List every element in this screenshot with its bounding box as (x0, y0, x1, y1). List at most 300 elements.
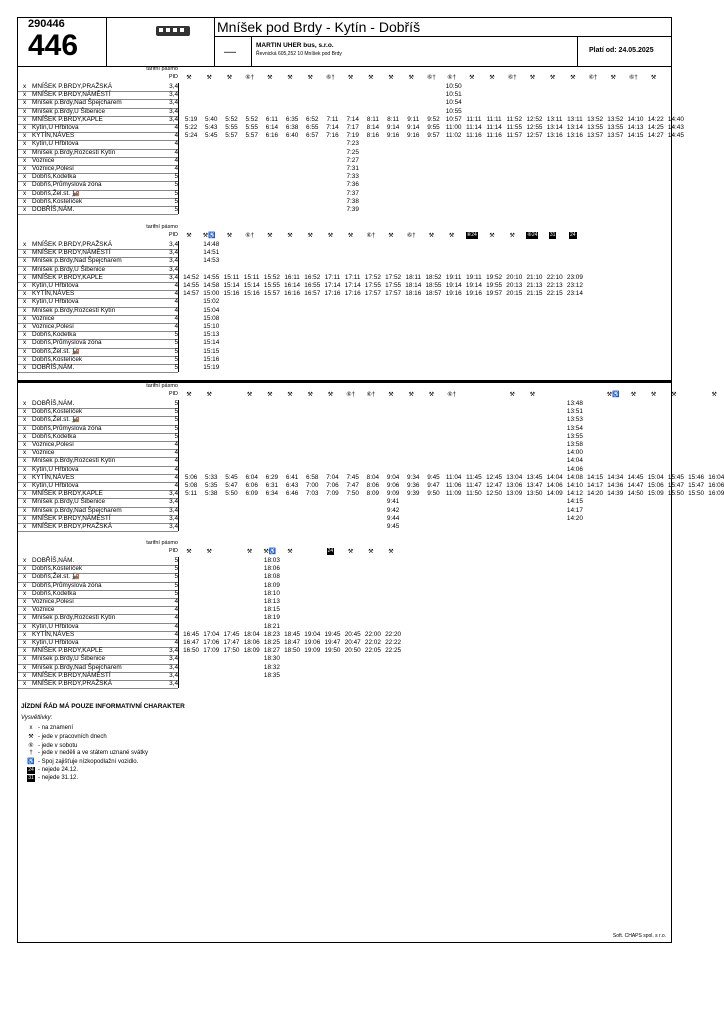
departure-time: 14:04 (566, 457, 583, 465)
zone-header: tarifní pásmo (146, 540, 178, 546)
departure-time: 17:14 (324, 282, 341, 289)
departure-time: 8:11 (387, 115, 400, 123)
departure-time: 15:11 (243, 273, 260, 281)
departure-time: 14:36 (607, 482, 624, 489)
service-icon: ⚒ (267, 392, 273, 398)
stop-row (18, 282, 671, 290)
departure-time: 19:16 (445, 290, 462, 298)
stop-row (18, 614, 671, 622)
stop-name: Kytín,U Hřbitova (32, 140, 79, 148)
tariff-zone: 3,4 (169, 663, 178, 671)
stop-name: Kytín,U Hřbitova (32, 622, 79, 630)
service-icon (524, 232, 540, 239)
departure-time: 21:10 (526, 273, 543, 281)
service-icon (322, 548, 338, 555)
column-divider (178, 490, 179, 498)
request-stop-mark: x (23, 473, 27, 481)
departure-time: 12:45 (486, 473, 503, 481)
service-icon: ⑥† (629, 75, 638, 81)
stop-row (18, 364, 671, 372)
request-stop-mark: x (23, 273, 27, 281)
column-divider (178, 190, 179, 198)
request-stop-mark: x (23, 189, 27, 197)
exception-badge: ⑥24 (527, 232, 538, 238)
departure-time: 13:14 (566, 124, 583, 131)
departure-time: 5:11 (185, 490, 198, 498)
tariff-zone: 4 (174, 598, 178, 605)
column-divider (178, 173, 179, 181)
departure-time: 11:45 (466, 473, 482, 481)
service-icon: ⚒ (448, 233, 455, 239)
departure-time: 11:11 (486, 115, 502, 123)
departure-time: 15:04 (647, 473, 664, 481)
column-divider (178, 198, 179, 206)
stop-row (18, 315, 671, 323)
service-icon: ⚒ (347, 75, 354, 81)
column-divider (178, 165, 179, 173)
stop-row (18, 115, 684, 124)
departure-time: 14:51 (203, 249, 220, 257)
stop-row (18, 606, 671, 614)
service-icon: ⚒ (287, 392, 293, 398)
legend-text: - jede v sobotu (38, 742, 78, 749)
departure-time: 5:33 (205, 473, 218, 481)
departure-time: 8:09 (366, 490, 380, 498)
stop-name: Dobříš,Kostelíček (32, 355, 83, 363)
service-icon: ⚒ (267, 75, 273, 81)
service-icon: ⚒ (287, 549, 293, 555)
departure-time: 22:13 (546, 282, 563, 289)
stop-name: Kytín,U Hřbitova (32, 482, 79, 489)
column-divider (178, 157, 179, 165)
stop-name: KYTÍN,NÁVES (32, 132, 75, 140)
column-divider (178, 647, 179, 655)
stop-name: MNÍŠEK P.BRDY,KAPLE (32, 490, 103, 498)
departure-time: 17:45 (223, 630, 240, 638)
stop-name: Voznice (32, 156, 55, 164)
departure-time: 18:03 (263, 557, 280, 564)
departure-time: 18:23 (263, 630, 280, 638)
legend-item (24, 758, 138, 765)
stop-name: Mníšek p.Brdy,Nad Špejcharem (32, 506, 122, 514)
tariff-zone: 4 (174, 290, 178, 298)
exception-badge: 24 (327, 548, 334, 554)
departure-time: 12:47 (486, 482, 503, 489)
exception-badge: 31 (549, 232, 556, 238)
tariff-zone: 4 (174, 323, 178, 330)
info-text: JÍZDNÍ ŘÁD MÁ POUZE INFORMATIVNÍ CHARAKTER (21, 703, 185, 710)
departure-time: 7:45 (346, 473, 359, 481)
stop-name: Mníšek p.Brdy,Nad Špejcharem (32, 663, 122, 671)
stop-name: Mníšek p.Brdy,Rozcestí Kytín (32, 306, 116, 314)
stop-row (18, 140, 671, 148)
column-divider (178, 91, 179, 99)
departure-time: 20:15 (506, 290, 523, 298)
departure-time: 17:55 (364, 282, 381, 289)
departure-time: 14:06 (566, 465, 583, 473)
stop-row (18, 339, 671, 347)
departure-time: 13:47 (526, 482, 543, 489)
tariff-zone: 4 (174, 606, 178, 614)
tariff-zone: 5 (174, 565, 178, 573)
stop-row (18, 298, 671, 306)
stop-name: Voznice,Polesí (32, 441, 74, 448)
column-divider (178, 83, 179, 91)
stop-row (18, 482, 724, 490)
request-stop-mark: x (23, 622, 27, 630)
request-stop-mark: x (23, 557, 27, 564)
departure-time: 13:57 (607, 132, 624, 140)
departure-time: 14:55 (183, 282, 200, 289)
operator-name: MARTIN UHER bus, s.r.o. (256, 42, 334, 49)
departure-time: 7:17 (346, 124, 359, 131)
departure-time: 9:45 (386, 523, 400, 530)
service-icon: ⚒♿ (202, 233, 216, 239)
legend-item (24, 742, 77, 749)
tariff-zone: 4 (174, 465, 178, 473)
departure-time: 18:13 (263, 598, 280, 605)
stop-row (18, 557, 671, 565)
departure-time: 17:09 (203, 647, 220, 655)
service-icon (565, 232, 581, 239)
request-stop-mark: x (23, 265, 27, 273)
stop-name: Dobříš,Kodetka (32, 331, 77, 339)
service-icon: ⑥† (588, 75, 598, 81)
departure-time: 6:06 (245, 482, 258, 489)
departure-time: 7:33 (346, 173, 359, 181)
departure-time: 15:14 (243, 282, 260, 289)
column-divider (178, 266, 179, 274)
departure-time: 15:15 (203, 347, 220, 355)
departure-time: 7:31 (346, 165, 359, 172)
request-stop-mark: x (23, 655, 27, 663)
departure-time: 5:47 (225, 482, 238, 489)
column-divider (178, 441, 179, 449)
column-divider (178, 557, 179, 565)
request-stop-mark: x (23, 457, 27, 465)
stop-row (18, 198, 671, 206)
stop-name: Dobříš,Žel.st. 🚂 (32, 347, 80, 355)
service-icon (545, 232, 561, 239)
departure-time: 11:02 (445, 132, 462, 140)
departure-time: 13:11 (567, 115, 583, 123)
departure-time: 18:57 (425, 290, 442, 298)
column-divider (178, 433, 179, 441)
request-stop-mark: x (23, 663, 27, 671)
column-divider (178, 408, 179, 416)
tariff-zone: 4 (174, 639, 178, 646)
service-icon: ⚒ (226, 75, 233, 81)
service-icon: ⚒ (570, 75, 576, 81)
departure-time: 5:19 (184, 115, 198, 123)
service-icon: ⚒ (408, 392, 414, 398)
departure-time: 19:47 (324, 639, 341, 646)
request-stop-mark: x (23, 156, 27, 164)
departure-time: 19:11 (466, 273, 482, 281)
service-icon: ⚒ (206, 549, 212, 555)
bus-icon-box (106, 18, 215, 67)
departure-time: 14:45 (627, 473, 644, 481)
departure-time: 15:50 (667, 490, 684, 498)
departure-time: 14:50 (627, 490, 644, 498)
departure-time: 18:55 (425, 282, 442, 289)
column-divider (178, 416, 179, 424)
legend-text: - jede v neděli a ve státem uznané svátky (38, 749, 149, 756)
stop-name: Mníšek p.Brdy,U Šibenice (32, 655, 106, 663)
departure-time: 9:09 (386, 490, 400, 498)
departure-time: 9:39 (407, 490, 420, 498)
departure-time: 11:16 (486, 132, 502, 140)
stop-name: Dobříš,Kodetka (32, 589, 77, 597)
departure-time: 18:21 (263, 622, 280, 630)
tariff-zone: 3,4 (169, 680, 178, 687)
departure-time: 5:43 (205, 124, 218, 131)
tariff-zone: 5 (174, 416, 178, 424)
tariff-zone: 5 (174, 181, 178, 189)
stop-row (18, 598, 671, 606)
stop-name: Voznice (32, 449, 55, 457)
departure-time: 22:05 (364, 647, 381, 655)
departure-time: 9:42 (386, 506, 400, 514)
departure-time: 7:25 (346, 148, 359, 156)
departure-time: 5:06 (184, 473, 198, 481)
column-divider (178, 331, 179, 339)
column-divider (178, 99, 179, 107)
stop-row (18, 348, 671, 356)
stop-name: Kytín,U Hřbitova (32, 298, 79, 306)
stop-row (18, 149, 671, 157)
zone-header: tarifní pásmo (146, 66, 178, 72)
departure-time: 6:04 (245, 473, 258, 481)
tariff-zone: 5 (174, 557, 178, 564)
departure-time: 19:57 (486, 290, 503, 298)
column-divider (178, 290, 179, 298)
request-stop-mark: x (23, 165, 27, 172)
service-icon: ⚒ (368, 75, 374, 81)
service-icon: ⚒ (469, 75, 475, 81)
column-divider (178, 298, 179, 306)
tariff-zone: 3,4 (169, 671, 178, 679)
tariff-zone: 5 (174, 347, 178, 355)
departure-time: 15:57 (263, 290, 280, 298)
route-title-box (214, 18, 671, 37)
request-stop-mark: x (23, 323, 27, 330)
stop-row (18, 132, 684, 140)
departure-time: 13:16 (546, 132, 563, 140)
tariff-zone: 4 (174, 449, 178, 457)
departure-time: 15:16 (203, 355, 220, 363)
service-icon: ⑥† (507, 75, 517, 81)
column-divider (178, 315, 179, 323)
service-icon: ⑥† (366, 392, 376, 398)
departure-time: 13:58 (566, 441, 583, 448)
row-rule (18, 531, 178, 532)
departure-time: 15:06 (647, 482, 664, 489)
departure-time: 15:09 (647, 490, 664, 498)
stop-row (18, 433, 671, 441)
service-icon: ⚒ (267, 233, 273, 239)
stop-row (18, 165, 671, 173)
stop-row (18, 639, 671, 647)
departure-time: 16:14 (284, 282, 301, 289)
legend-text: - jede v pracovních dnech (38, 734, 107, 741)
line-code: 290446 (28, 18, 65, 30)
departure-time: 7:00 (306, 482, 319, 489)
departure-time: 13:09 (506, 490, 523, 498)
stop-row (18, 307, 671, 315)
stop-row (18, 323, 671, 331)
tariff-zone: 4 (174, 306, 178, 314)
departure-time: 14:55 (203, 273, 220, 281)
service-icon: ⚒ (489, 233, 495, 239)
departure-time: 6:40 (285, 132, 299, 140)
tariff-zone: 3,4 (169, 249, 178, 257)
legend-text: - na znamení (38, 725, 74, 731)
departure-time: 11:57 (506, 132, 523, 140)
departure-time: 14:09 (546, 490, 563, 498)
service-icon: ⚒ (327, 392, 334, 398)
column-divider (178, 680, 179, 688)
departure-time: 13:06 (506, 482, 523, 489)
stop-row (18, 356, 671, 364)
legend-item (24, 775, 78, 782)
departure-time: 16:11 (284, 273, 300, 281)
stop-name: MNÍŠEK P.BRDY,PRAŽSKÁ (32, 523, 113, 530)
departure-time: 16:06 (708, 482, 724, 489)
timetable-page (17, 17, 724, 943)
departure-time: 14:17 (587, 482, 604, 489)
departure-time: 20:13 (506, 282, 523, 289)
departure-time: 8:14 (366, 124, 380, 131)
departure-time: 17:57 (385, 290, 402, 298)
column-divider (178, 241, 179, 249)
column-divider (178, 425, 179, 433)
service-icon: ⑥† (326, 75, 335, 81)
departure-time: 23:12 (566, 282, 583, 289)
stop-name: Kytín,U Hřbitova (32, 124, 79, 131)
stop-row (18, 457, 671, 465)
departure-time: 6:16 (265, 132, 279, 140)
departure-time: 17:47 (223, 639, 240, 646)
service-icon: ⚒ (186, 233, 192, 239)
departure-time: 18:08 (263, 573, 280, 581)
request-stop-mark: x (23, 400, 27, 407)
stop-name: Mníšek p.Brdy,U Šibenice (32, 498, 106, 506)
departure-time: 15:52 (263, 273, 280, 281)
departure-time: 15:19 (203, 364, 220, 371)
stop-row (18, 206, 671, 214)
service-icon: ⚒ (186, 75, 192, 81)
stop-name: MNÍŠEK P.BRDY,KAPLE (32, 273, 103, 281)
pid-header: PID (168, 391, 178, 397)
departure-time: 9:06 (386, 482, 400, 489)
departure-time: 22:00 (364, 630, 381, 638)
stop-name: Dobříš,Žel.st. 🚂 (32, 573, 80, 581)
column-divider (178, 631, 179, 639)
stop-row (18, 449, 671, 457)
request-stop-mark: x (23, 408, 27, 416)
tariff-zone: 4 (174, 457, 178, 465)
stop-name: Dobříš,Kostelíček (32, 565, 83, 573)
service-icon: ⚒ (388, 233, 394, 239)
stop-name: DOBŘÍŠ,NÁM. (32, 557, 75, 564)
departure-time: 5:52 (225, 115, 238, 123)
departure-time: 15:16 (243, 290, 260, 298)
request-stop-mark: x (23, 581, 27, 589)
departure-time: 17:14 (344, 282, 361, 289)
departure-time: 17:52 (364, 273, 381, 281)
stop-row (18, 582, 671, 590)
request-stop-mark: x (23, 257, 27, 265)
departure-time: 14:34 (607, 473, 624, 481)
departure-time: 11:04 (445, 473, 462, 481)
tariff-zone: 5 (174, 364, 178, 371)
tariff-zone: 3,4 (169, 498, 178, 506)
departure-time: 9:04 (386, 473, 400, 481)
request-stop-mark: x (23, 298, 27, 306)
service-icon: ⚒ (428, 233, 435, 239)
column-divider (178, 507, 179, 515)
request-stop-mark: x (23, 83, 27, 90)
departure-time: 23:09 (566, 273, 583, 281)
stop-row (18, 647, 671, 655)
column-divider (178, 573, 179, 581)
departure-time: 13:14 (546, 124, 563, 131)
departure-time: 10:51 (445, 91, 462, 99)
stop-row (18, 181, 671, 189)
service-icon: ⚒ (711, 392, 717, 398)
legend-title: Vysvětlivky: (21, 715, 53, 721)
header (18, 18, 671, 66)
stop-name: DOBŘÍŠ,NÁM. (32, 364, 75, 371)
departure-time: 18:16 (405, 290, 422, 298)
stop-row (18, 274, 671, 282)
request-stop-mark: x (23, 416, 27, 424)
departure-time: 20:10 (506, 273, 523, 281)
departure-time: 18:50 (284, 647, 301, 655)
departure-time: 9:16 (407, 132, 420, 140)
departure-time: 14:47 (627, 482, 644, 489)
departure-time: 14:27 (647, 132, 664, 140)
departure-time: 13:48 (566, 400, 583, 407)
departure-time: 6:35 (285, 115, 299, 123)
column-divider (178, 274, 179, 282)
stop-name: Mníšek p.Brdy,Rozcestí Kytín (32, 614, 116, 622)
departure-time: 14:15 (587, 473, 604, 481)
stop-name: Mníšek p.Brdy,Rozcestí Kytín (32, 148, 116, 156)
stop-row (18, 590, 671, 598)
stop-row (18, 99, 671, 107)
footer: Soft. CHAPS spol. s r.o. (612, 933, 666, 939)
departure-time: 19:45 (324, 630, 341, 638)
departure-time: 8:11 (366, 115, 379, 123)
column-divider (178, 523, 179, 531)
column-divider (178, 339, 179, 347)
departure-time: 17:52 (385, 273, 402, 281)
column-divider (178, 590, 179, 598)
departure-time: 21:15 (526, 290, 543, 298)
departure-time: 15:46 (688, 473, 705, 481)
departure-time: 19:16 (465, 290, 482, 298)
departure-time: 13:53 (566, 416, 583, 424)
stop-row (18, 523, 671, 531)
departure-time: 9:14 (407, 124, 420, 131)
column-divider (178, 108, 179, 116)
request-stop-mark: x (23, 482, 27, 489)
departure-time: 16:55 (304, 282, 321, 289)
departure-time: 23:14 (566, 290, 583, 298)
departure-time: 22:10 (546, 273, 563, 281)
